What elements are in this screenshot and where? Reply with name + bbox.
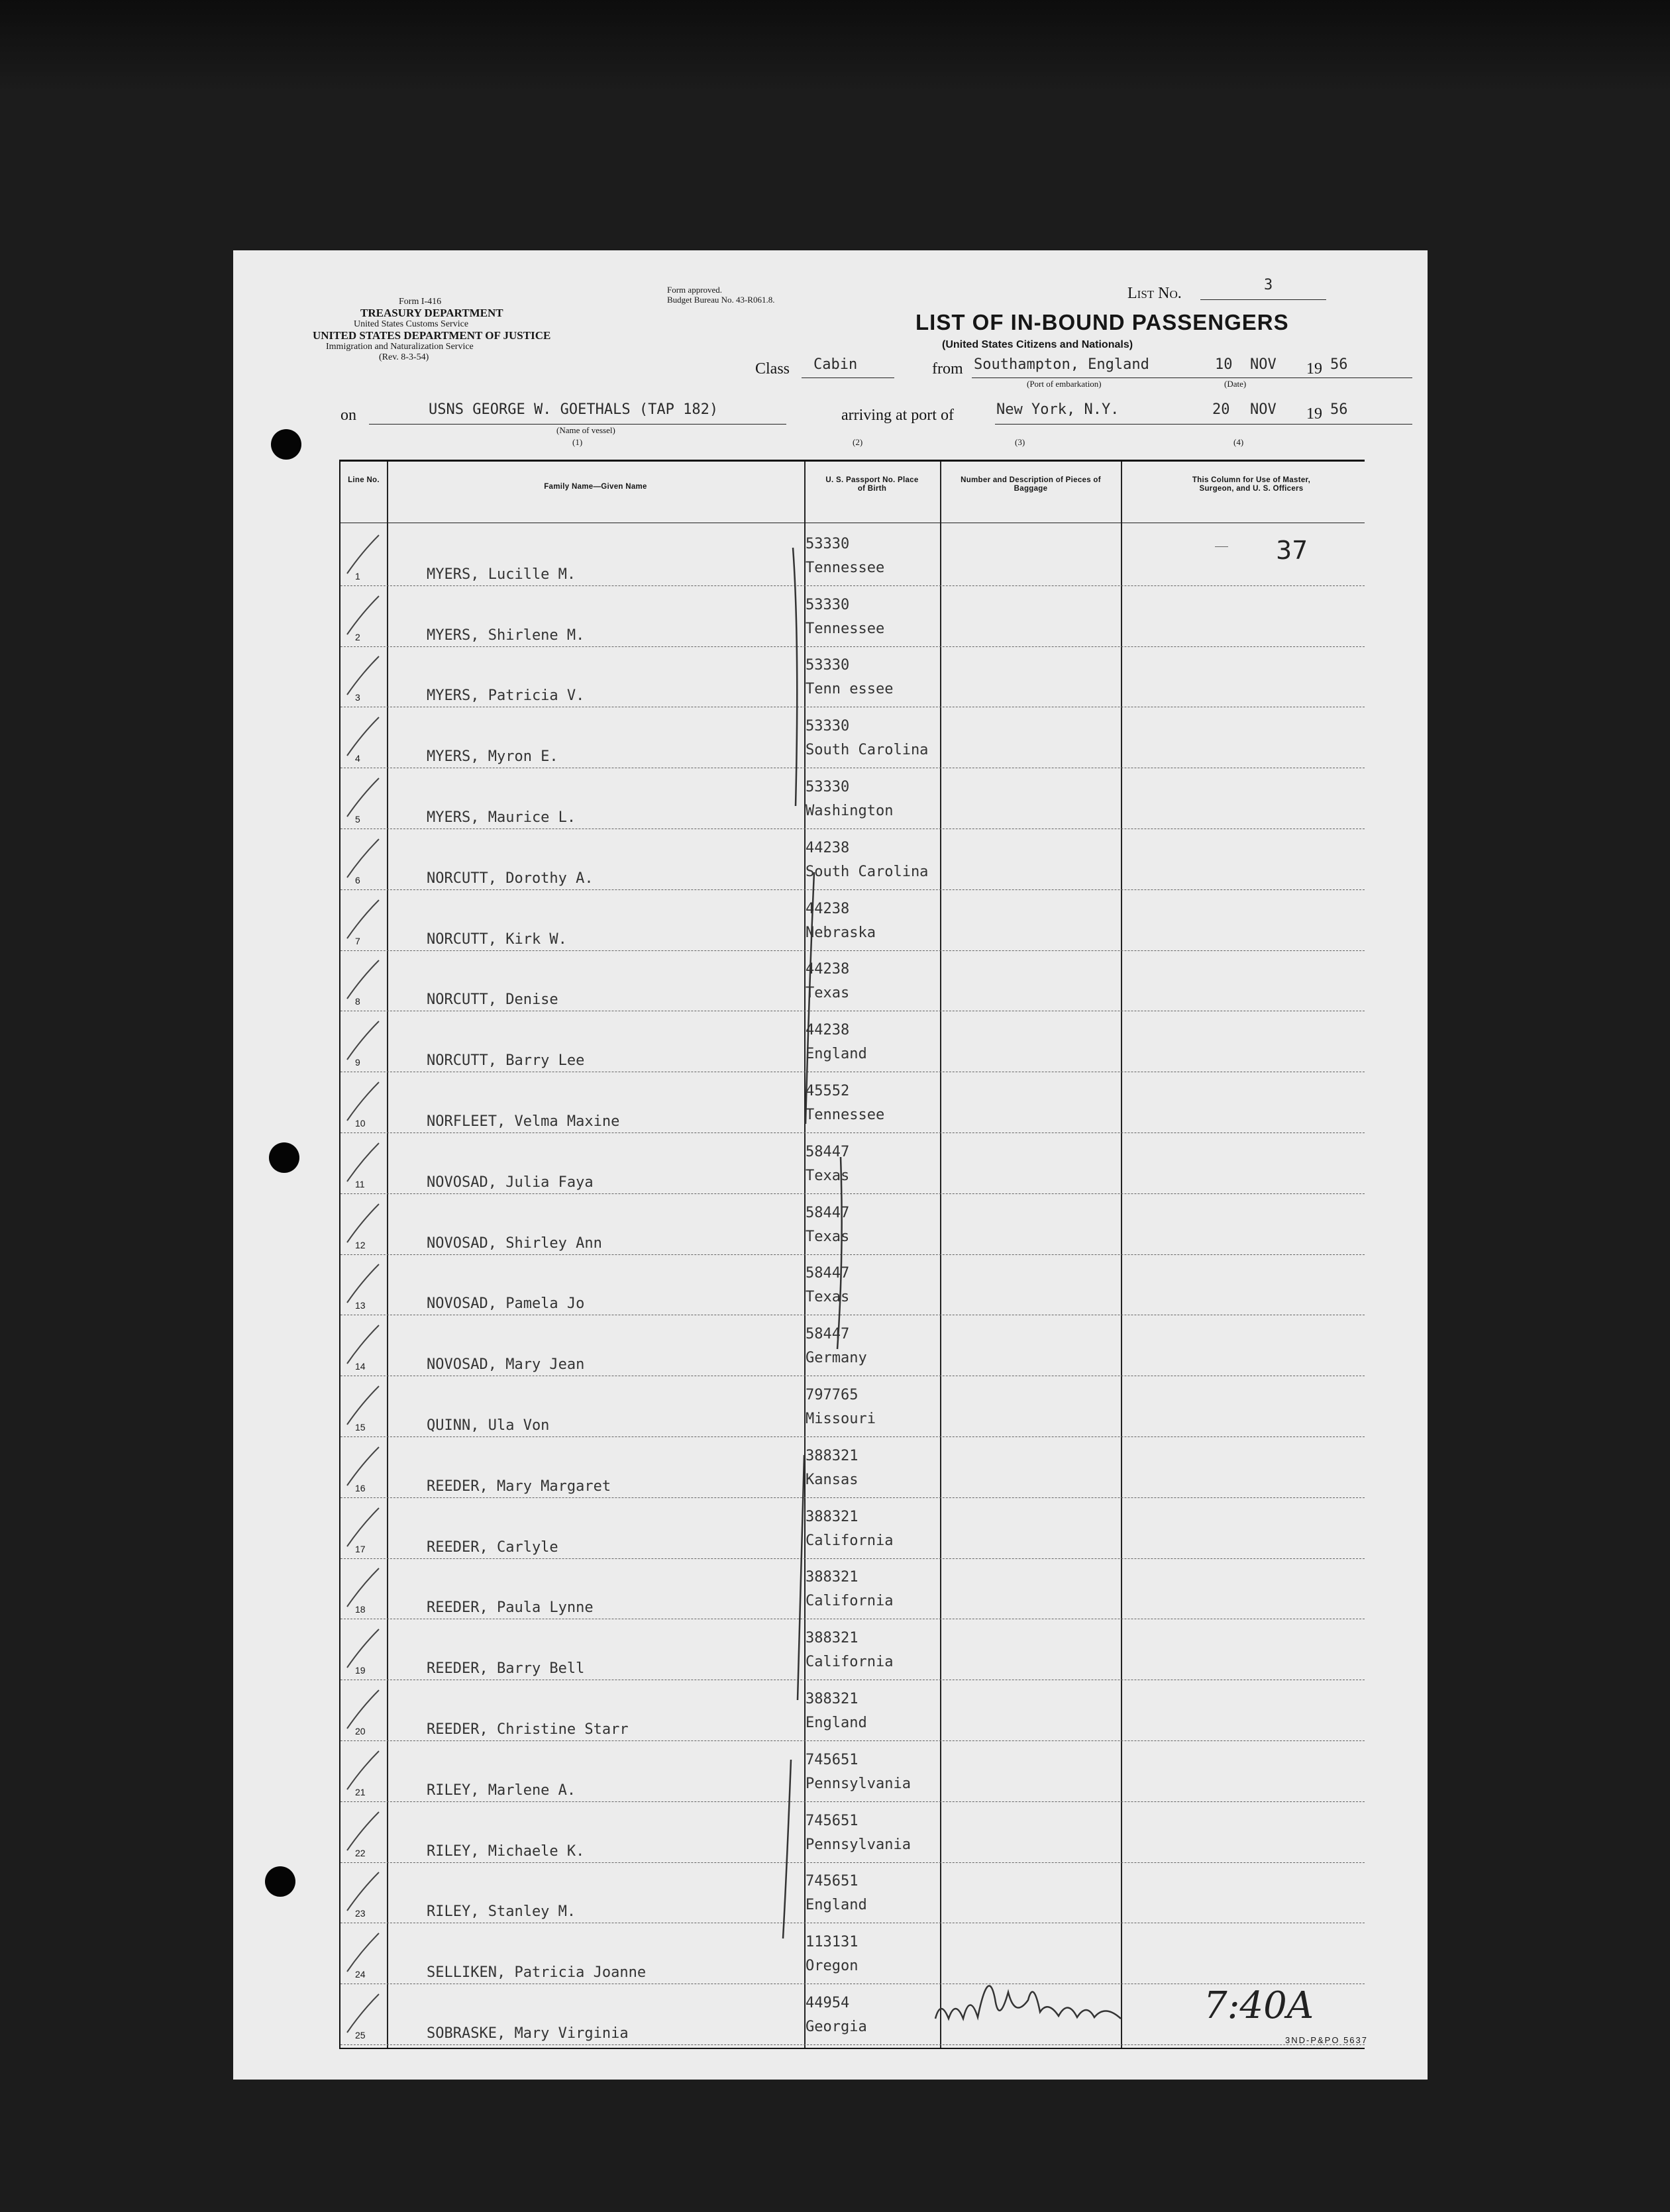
passenger-name: MYERS, Myron E.	[427, 748, 558, 766]
line-number: 21	[355, 1786, 366, 1797]
on-label: on	[340, 407, 356, 424]
handwritten-bracket-marks	[340, 462, 1365, 2048]
passenger-name: RILEY, Michaele K.	[427, 1842, 585, 1860]
line-number: 4	[355, 753, 360, 764]
col1-caption: (1)	[572, 437, 583, 447]
passenger-name: REEDER, Mary Margaret	[427, 1478, 611, 1495]
passenger-name: REEDER, Carlyle	[427, 1538, 558, 1556]
line-number: 8	[355, 996, 360, 1007]
line-number: 18	[355, 1604, 366, 1615]
passport-number: 388321	[806, 1690, 859, 1707]
place-of-birth: California	[806, 1654, 894, 1671]
line-number: 7	[355, 935, 360, 946]
passenger-name: RILEY, Marlene A.	[427, 1782, 576, 1799]
passenger-name: MYERS, Patricia V.	[427, 687, 585, 705]
line-number: 17	[355, 1543, 366, 1554]
passenger-name: NOVOSAD, Julia Faya	[427, 1174, 594, 1191]
col-header-baggage: Number and Description of Pieces of Baggage	[961, 476, 1101, 493]
place-of-birth: South Carolina	[806, 742, 929, 759]
passenger-name: NOVOSAD, Mary Jean	[427, 1356, 585, 1374]
from-label: from	[932, 360, 963, 377]
passport-number: 58447	[806, 1265, 850, 1282]
budget-bureau-number: Budget Bureau No. 43-R061.8.	[667, 295, 775, 305]
passenger-name: QUINN, Ula Von	[427, 1417, 550, 1434]
passport-number: 53330	[806, 657, 850, 674]
line-number: 22	[355, 1847, 366, 1858]
departure-day: 10	[1215, 356, 1233, 373]
place-of-birth: Texas	[806, 1289, 850, 1306]
passenger-name: REEDER, Barry Bell	[427, 1660, 585, 1678]
departure-month: NOV	[1250, 356, 1277, 373]
line-number: 5	[355, 813, 360, 825]
passport-number: 58447	[806, 1326, 850, 1343]
customs-service: United States Customs Service	[354, 319, 469, 329]
list-no-label: List No.	[1127, 285, 1182, 302]
place-of-birth: Nebraska	[806, 924, 876, 941]
vessel-caption: (Name of vessel)	[556, 425, 615, 435]
passport-number: 388321	[806, 1447, 859, 1464]
passport-number: 388321	[806, 1630, 859, 1647]
passport-number: 44238	[806, 961, 850, 978]
passport-number: 44238	[806, 839, 850, 856]
passenger-table	[339, 460, 1365, 2049]
place-of-birth: England	[806, 1714, 867, 1731]
passport-number: 745651	[806, 1812, 859, 1829]
line-number: 25	[355, 2029, 366, 2040]
place-of-birth: California	[806, 1532, 894, 1549]
passenger-name: SOBRASKE, Mary Virginia	[427, 2025, 629, 2042]
place-of-birth: Kansas	[806, 1471, 859, 1488]
passenger-name: MYERS, Shirlene M.	[427, 627, 585, 644]
line-number: 10	[355, 1117, 366, 1129]
passenger-list-page	[233, 250, 1428, 2080]
passport-number: 44954	[806, 1994, 850, 2011]
class-value: Cabin	[813, 356, 858, 373]
passport-number: 45552	[806, 1082, 850, 1099]
place-of-birth: Tennessee	[806, 1106, 885, 1123]
passenger-name: SELLIKEN, Patricia Joanne	[427, 1964, 647, 1982]
passenger-name: MYERS, Lucille M.	[427, 566, 576, 583]
passenger-name: NORCUTT, Barry Lee	[427, 1052, 585, 1070]
passport-number: 53330	[806, 778, 850, 795]
place-of-birth: Tennessee	[806, 620, 885, 637]
place-of-birth: Texas	[806, 1228, 850, 1245]
line-number: 1	[355, 570, 360, 581]
col-header-line: Line No.	[348, 476, 380, 484]
ins-service: Immigration and Naturalization Service	[326, 342, 474, 352]
col4-caption: (4)	[1233, 437, 1244, 447]
port-embarkation-caption: (Port of embarkation)	[1027, 379, 1102, 389]
col-header-officers: This Column for Use of Master, Surgeon, and U. S. Officers	[1192, 476, 1311, 493]
place-of-birth: Tennessee	[806, 559, 885, 576]
arrival-year-prefix: 19	[1306, 405, 1322, 423]
departure-year-prefix: 19	[1306, 360, 1322, 377]
line-number: 23	[355, 1908, 366, 1919]
page-title: LIST OF IN-BOUND PASSENGERS	[915, 310, 1289, 334]
passenger-name: NORCUTT, Kirk W.	[427, 930, 567, 948]
passport-number: 53330	[806, 718, 850, 735]
passenger-name: NOVOSAD, Shirley Ann	[427, 1234, 602, 1252]
departure-year: 56	[1330, 356, 1348, 373]
passenger-name: NORCUTT, Denise	[427, 991, 558, 1009]
inspector-signature	[929, 1952, 1207, 2052]
line-number: 24	[355, 1969, 366, 1980]
line-number: 13	[355, 1300, 366, 1311]
place-of-birth: Oregon	[806, 1958, 859, 1975]
passport-number: 44238	[806, 1022, 850, 1039]
passenger-count-note: 37	[1276, 536, 1308, 565]
form-approved-text: Form approved.	[667, 285, 723, 295]
passport-number: 388321	[806, 1508, 859, 1525]
passport-number: 53330	[806, 596, 850, 613]
passport-number: 53330	[806, 535, 850, 552]
place-of-birth: Washington	[806, 802, 894, 819]
department-of-justice: UNITED STATES DEPARTMENT OF JUSTICE	[313, 329, 551, 342]
binder-hole-bottom	[265, 1866, 295, 1897]
arrival-port: New York, N.Y.	[996, 401, 1120, 418]
arrival-day: 20	[1212, 401, 1230, 418]
revision-date: (Rev. 8-3-54)	[379, 352, 429, 362]
vessel-name: USNS GEORGE W. GOETHALS (TAP 182)	[429, 401, 719, 418]
place-of-birth: Pennsylvania	[806, 1775, 911, 1792]
arriving-label: arriving at port of	[841, 407, 954, 424]
place-of-birth: California	[806, 1593, 894, 1610]
line-number: 19	[355, 1665, 366, 1676]
passport-number: 745651	[806, 1873, 859, 1890]
list-no-value: 3	[1264, 277, 1273, 293]
line-number: 11	[355, 1178, 365, 1189]
line-number: 14	[355, 1361, 366, 1372]
passport-number: 58447	[806, 1204, 850, 1221]
page-subtitle: (United States Citizens and Nationals)	[942, 339, 1133, 350]
line-number: 16	[355, 1482, 366, 1493]
place-of-birth: England	[806, 1897, 867, 1914]
place-of-birth: Pennsylvania	[806, 1836, 911, 1853]
binder-hole-middle	[269, 1142, 299, 1173]
passenger-name: RILEY, Stanley M.	[427, 1903, 576, 1921]
place-of-birth: Germany	[806, 1350, 867, 1367]
passenger-name: NORFLEET, Velma Maxine	[427, 1113, 620, 1130]
passenger-name: NORCUTT, Dorothy A.	[427, 870, 594, 887]
treasury-department: TREASURY DEPARTMENT	[360, 307, 503, 319]
line-number: 6	[355, 874, 360, 885]
passport-number: 113131	[806, 1934, 859, 1951]
binder-hole-top	[271, 429, 301, 460]
class-label: Class	[755, 360, 790, 377]
passport-number: 44238	[806, 900, 850, 917]
line-number: 9	[355, 1057, 360, 1068]
place-of-birth: Texas	[806, 985, 850, 1002]
place-of-birth: Missouri	[806, 1410, 876, 1427]
col2-caption: (2)	[853, 437, 863, 447]
passport-number: 797765	[806, 1386, 859, 1403]
passenger-name: MYERS, Maurice L.	[427, 809, 576, 826]
passport-number: 745651	[806, 1751, 859, 1768]
arrival-month: NOV	[1250, 401, 1277, 418]
passenger-name: NOVOSAD, Pamela Jo	[427, 1295, 585, 1313]
arrival-year: 56	[1330, 401, 1348, 418]
col-header-passport: U. S. Passport No. Place of Birth	[825, 476, 919, 493]
line-number: 20	[355, 1725, 366, 1736]
line-number: 15	[355, 1421, 366, 1433]
line-number: 2	[355, 631, 360, 642]
place-of-birth: Georgia	[806, 2018, 867, 2035]
date-caption: (Date)	[1224, 379, 1247, 389]
handwritten-time: 7:40A	[1204, 1984, 1314, 2027]
line-number: 3	[355, 692, 360, 703]
col-header-name: Family Name—Given Name	[544, 483, 647, 491]
passenger-name: REEDER, Christine Starr	[427, 1721, 629, 1738]
col3-caption: (3)	[1015, 437, 1025, 447]
from-value: Southampton, England	[974, 356, 1149, 373]
passport-number: 388321	[806, 1569, 859, 1586]
form-approved	[667, 285, 774, 305]
place-of-birth: Texas	[806, 1167, 850, 1184]
form-number: Form I-416	[399, 297, 442, 307]
place-of-birth: England	[806, 1046, 867, 1063]
passenger-name: REEDER, Paula Lynne	[427, 1599, 594, 1617]
place-of-birth: South Carolina	[806, 863, 929, 880]
place-of-birth: Tenn essee	[806, 681, 894, 698]
print-code: 3ND-P&PO 5637	[1285, 2035, 1368, 2045]
scan-border	[0, 0, 1670, 93]
line-number: 12	[355, 1239, 366, 1250]
passport-number: 58447	[806, 1143, 850, 1160]
agency-header	[313, 297, 550, 363]
